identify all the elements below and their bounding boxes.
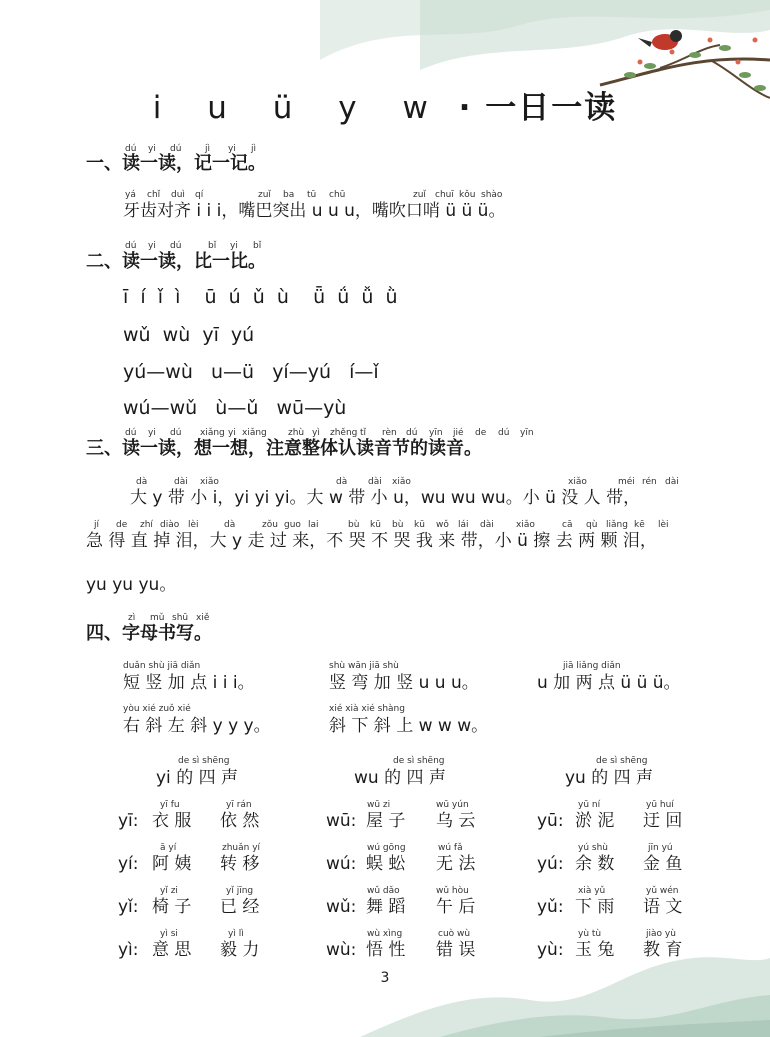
pinyin: méi	[618, 477, 635, 487]
pinyin: yú shù	[578, 843, 608, 853]
pinyin: lèi	[658, 520, 669, 530]
pinyin: jié	[453, 428, 464, 438]
pinyin: xiǎng	[242, 428, 267, 438]
pinyin: de	[116, 520, 128, 530]
word: 悟 性	[366, 940, 406, 960]
section1-heading: 一、读一读，记一记。	[86, 153, 266, 174]
pinyin: de sì shēng	[393, 756, 445, 766]
pinyin: kū	[414, 520, 425, 530]
pinyin: yǔ wén	[646, 886, 679, 896]
pinyin: wǒ	[436, 520, 449, 530]
pinyin: lái	[458, 520, 469, 530]
writing-rule-w: 斜 下 斜 上 w w w。	[329, 716, 489, 736]
section2-line: wǔ wù yī yú	[123, 324, 255, 346]
pinyin: wù xìng	[367, 929, 403, 939]
word: 依 然	[220, 811, 260, 831]
pinyin: zhuǎn yí	[222, 843, 261, 853]
pinyin: lèi	[188, 520, 199, 530]
word: 屋 子	[366, 811, 406, 831]
title-letters: i u ü y w	[152, 90, 446, 126]
pinyin: wǔ dǎo	[367, 886, 400, 896]
section1-line: 牙齿对齐 i i i，嘴巴突出 u u u，嘴吹口哨 ü ü ü。	[123, 201, 506, 221]
section4-heading: 四、字母书写。	[86, 623, 212, 644]
tone-label: yí:	[118, 854, 139, 874]
section2-line: wú—wǔ ù—ǔ wū—yù	[123, 397, 347, 419]
pinyin: yì lì	[228, 929, 244, 939]
pinyin: zhí	[140, 520, 153, 530]
tone-label: wū:	[326, 811, 357, 831]
word: 余 数	[575, 854, 615, 874]
pinyin: zì	[128, 613, 136, 623]
title-dot: ·	[458, 90, 473, 126]
pinyin: tǐ	[360, 428, 367, 438]
tone-column-title-wu: wu 的 四 声	[354, 768, 446, 788]
pinyin: rèn	[382, 428, 397, 438]
pinyin: duǎn shù jiā diǎn	[123, 661, 201, 671]
pinyin: duì	[171, 190, 185, 200]
section3-line1: 大 y 带 小 i，yi yi yi。大 w 带 小 u，wu wu wu。小 ü 没 人 带，	[130, 488, 641, 508]
word: 蜈 蚣	[366, 854, 406, 874]
section2-tone-row: ī í ǐ ì ū ú ǔ ù ǖ ǘ ǚ ǜ	[123, 286, 398, 308]
pinyin: yī fu	[160, 800, 180, 810]
pinyin: yòu xié zuǒ xié	[123, 704, 191, 714]
pinyin: bù	[392, 520, 404, 530]
pinyin: zuǐ	[258, 190, 271, 200]
pinyin: diào	[160, 520, 180, 530]
pinyin: dài	[480, 520, 494, 530]
pinyin: yì	[312, 428, 320, 438]
pinyin: dài	[368, 477, 382, 487]
pinyin: xiě	[196, 613, 210, 623]
pinyin: kē	[634, 520, 645, 530]
pinyin: dú	[170, 428, 182, 438]
tone-label: yū:	[537, 811, 564, 831]
pinyin: yù tù	[578, 929, 602, 939]
pinyin: mǔ	[150, 613, 165, 623]
pinyin: xiǎo	[200, 477, 219, 487]
word: 衣 服	[152, 811, 192, 831]
pinyin: shù wān jiā shù	[329, 661, 399, 671]
pinyin: jiào yù	[646, 929, 676, 939]
pinyin: xiǎo	[568, 477, 587, 487]
pinyin: yīn	[520, 428, 534, 438]
pinyin: dú	[170, 144, 182, 154]
pinyin: chū	[329, 190, 346, 200]
pinyin: dú	[170, 241, 182, 251]
section2-line: yú—wù u—ü yí—yú í—ǐ	[123, 361, 379, 383]
pinyin: yi	[230, 241, 238, 251]
pinyin: yi	[148, 241, 156, 251]
pinyin: chǐ	[147, 190, 161, 200]
pinyin: xià yǔ	[578, 886, 606, 896]
pinyin: jiā liǎng diǎn	[563, 661, 621, 671]
pinyin: zhù	[288, 428, 305, 438]
pinyin: dú	[125, 241, 137, 251]
pinyin: cuò wù	[438, 929, 471, 939]
pinyin: yǐ jīng	[226, 886, 254, 896]
pinyin: jì	[251, 144, 257, 154]
section3-line2: 急 得 直 掉 泪，大 y 走 过 来，不 哭 不 哭 我 来 带，小 ü 擦 去 两 颗 泪，	[86, 531, 657, 551]
word: 舞 蹈	[366, 897, 406, 917]
pinyin: yi	[148, 428, 156, 438]
pinyin: rén	[642, 477, 657, 487]
word: 教 育	[643, 940, 683, 960]
pinyin: dú	[406, 428, 418, 438]
pinyin: chuī	[435, 190, 454, 200]
word: 玉 兔	[575, 940, 615, 960]
tone-label: wú:	[326, 854, 357, 874]
pinyin: qí	[195, 190, 204, 200]
pinyin: wǔ hòu	[436, 886, 469, 896]
page-title	[0, 82, 770, 127]
tone-label: yī:	[118, 811, 139, 831]
pinyin: kū	[370, 520, 381, 530]
pinyin: de	[475, 428, 487, 438]
pinyin: liǎng	[606, 520, 628, 530]
writing-rule-u-umlaut: u 加 两 点 ü ü ü。	[537, 673, 681, 693]
pinyin: bǐ	[253, 241, 262, 251]
tone-label: yì:	[118, 940, 139, 960]
word: 迂 回	[643, 811, 683, 831]
pinyin: yū huí	[646, 800, 674, 810]
pinyin: dú	[125, 144, 137, 154]
word: 下 雨	[575, 897, 615, 917]
tone-label: yǔ:	[537, 897, 564, 917]
word: 意 思	[152, 940, 192, 960]
word: 转 移	[220, 854, 260, 874]
tone-label: wù:	[326, 940, 357, 960]
section3-line3: yu yu yu。	[86, 575, 177, 595]
section3-heading: 三、读一读，想一想，注意整体认读音节的读音。	[86, 438, 482, 459]
pinyin: shū	[172, 613, 189, 623]
title-text: 一日一读	[485, 90, 618, 126]
tone-label: wǔ:	[326, 897, 357, 917]
pinyin: xiǎo	[392, 477, 411, 487]
pinyin: jì	[205, 144, 211, 154]
word: 无 法	[436, 854, 476, 874]
pinyin: yì si	[160, 929, 178, 939]
pinyin: dà	[136, 477, 148, 487]
pinyin: dài	[665, 477, 679, 487]
pinyin: shào	[481, 190, 503, 200]
pinyin: tū	[307, 190, 317, 200]
writing-rule-y: 右 斜 左 斜 y y y。	[123, 716, 271, 736]
pinyin: dú	[498, 428, 510, 438]
pinyin: yǐ zi	[160, 886, 178, 896]
word: 金 鱼	[643, 854, 683, 874]
word: 椅 子	[152, 897, 192, 917]
word: 午 后	[436, 897, 476, 917]
tone-label: yǐ:	[118, 897, 139, 917]
pinyin: guo	[284, 520, 301, 530]
pinyin: yīn	[429, 428, 443, 438]
pinyin: wū yún	[436, 800, 469, 810]
pinyin: ba	[283, 190, 295, 200]
section2-heading: 二、读一读，比一比。	[86, 251, 266, 272]
writing-rule-u: 竖 弯 加 竖 u u u。	[329, 673, 479, 693]
page-number: 3	[380, 970, 390, 986]
pinyin: yi	[148, 144, 156, 154]
pinyin: wú gōng	[367, 843, 406, 853]
tone-label: yú:	[537, 854, 564, 874]
tone-column-title-yu: yu 的 四 声	[565, 768, 654, 788]
word: 淤 泥	[575, 811, 615, 831]
word: 错 误	[436, 940, 476, 960]
pinyin: jīn yú	[648, 843, 673, 853]
pinyin: yī rán	[226, 800, 252, 810]
writing-rule-i: 短 竖 加 点 i i i。	[123, 673, 255, 693]
pinyin: de sì shēng	[178, 756, 230, 766]
tone-column-title-yi: yi 的 四 声	[156, 768, 238, 788]
word: 已 经	[220, 897, 260, 917]
pinyin: xiǎng	[200, 428, 225, 438]
word: 语 文	[643, 897, 683, 917]
bird-icon	[638, 30, 682, 50]
pinyin: lai	[308, 520, 319, 530]
pinyin: zhěng	[330, 428, 358, 438]
pinyin: bǐ	[208, 241, 217, 251]
word: 毅 力	[220, 940, 260, 960]
pinyin: xiǎo	[516, 520, 535, 530]
pinyin: qù	[586, 520, 598, 530]
pinyin: zǒu	[262, 520, 278, 530]
pinyin: xié xià xié shàng	[329, 704, 405, 714]
word: 阿 姨	[152, 854, 192, 874]
pinyin: jí	[94, 520, 100, 530]
pinyin: de sì shēng	[596, 756, 648, 766]
word: 乌 云	[436, 811, 476, 831]
pinyin: ā yí	[160, 843, 177, 853]
pinyin: dú	[125, 428, 137, 438]
pinyin: zuǐ	[413, 190, 426, 200]
pinyin: yū ní	[578, 800, 601, 810]
pinyin: wú fǎ	[438, 843, 463, 853]
pinyin: yá	[125, 190, 136, 200]
tone-label: yù:	[537, 940, 564, 960]
pinyin: dài	[174, 477, 188, 487]
pinyin: yi	[228, 144, 236, 154]
pinyin: yi	[228, 428, 236, 438]
pinyin: wū zi	[367, 800, 391, 810]
pinyin: dà	[224, 520, 236, 530]
pinyin: dà	[336, 477, 348, 487]
pinyin: cā	[562, 520, 573, 530]
pinyin: bù	[348, 520, 360, 530]
pinyin: kǒu	[459, 190, 476, 200]
